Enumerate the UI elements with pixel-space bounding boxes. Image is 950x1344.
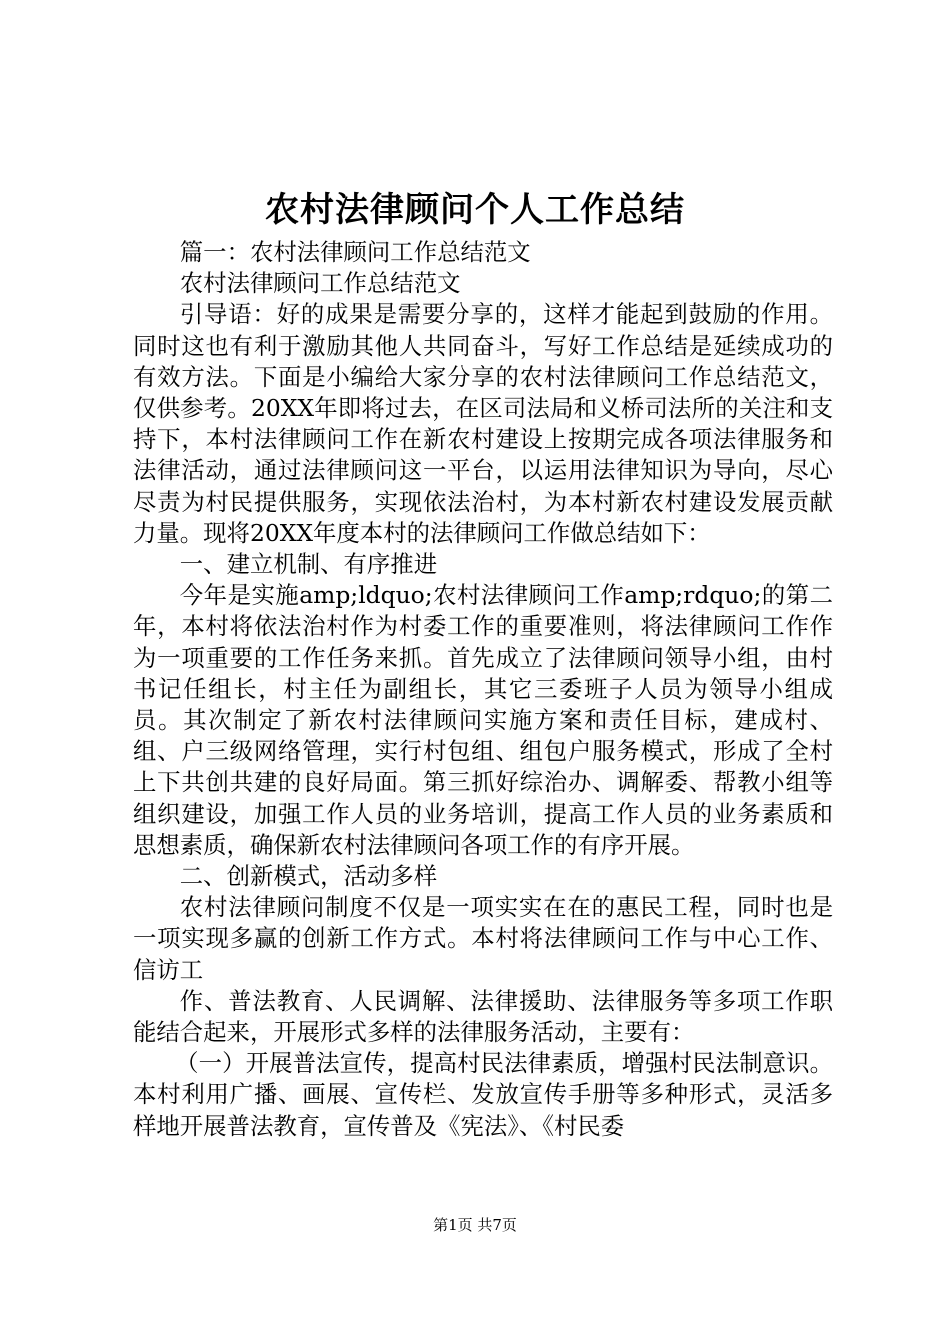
intro-paragraph: 引导语：好的成果是需要分享的，这样才能起到鼓励的作用。同时这也有利于激励其他人共同奋斗，写好工作总结是延续成功的有效方法。下面是小编给大家分享的农村法律顾问工作总结范文，仅供参考。20XX年即将过去，在区司法局和义桥司法所的关注和支持下，本村法律顾问工作在新农村建设上按期完成各项法律服务和法律活动，通过法律顾问这一平台，以运用法律知识为导向，尽心尽责为村民提供服务，实现依法治村，为本村新农村建设发展贡献力量。现将20XX年度本村的法律顾问工作做总结如下：	[133, 300, 833, 547]
paragraph-mechanism: 今年是实施amp;ldquo;农村法律顾问工作amp;rdquo;的第二年，本村将依法治村作为村委工作的重要准则，将法律顾问工作作为一项重要的工作任务来抓。首先成立了法律顾问领导小组，由村书记任组长，村主任为副组长，其它三委班子人员为领导小组成员。其次制定了新农村法律顾问实施方案和责任目标，建成村、组、户三级网络管理，实行村包组、组包户服务模式，形成了全村上下共创共建的良好局面。第三抓好综治办、调解委、帮教小组等组织建设，加强工作人员的业务培训，提高工作人员的业务素质和思想素质，确保新农村法律顾问各项工作的有序开展。	[133, 581, 833, 859]
paragraph-innovation-continued: 作、普法教育、人民调解、法律援助、法律服务等多项工作职能结合起来，开展形式多样的法律服务活动，主要有：	[133, 986, 833, 1047]
paragraph-innovation: 农村法律顾问制度不仅是一项实实在在的惠民工程，同时也是一项实现多赢的创新工作方式。本村将法律顾问工作与中心工作、信访工	[133, 893, 833, 984]
section-heading-two: 二、创新模式，活动多样	[179, 862, 438, 891]
document-body	[133, 237, 833, 1142]
page-number-footer: 第1页 共7页	[433, 1216, 517, 1234]
section-heading-one: 一、建立机制、有序推进	[179, 550, 438, 579]
paragraph-legal-publicity: （一）开展普法宣传，提高村民法律素质，增强村民法制意识。本村利用广播、画展、宣传栏、发放宣传手册等多种形式，灵活多样地开展普法教育，宣传普及《宪法》、《村民委	[133, 1049, 833, 1140]
subtitle: 农村法律顾问工作总结范文	[179, 269, 461, 298]
document-title: 农村法律顾问个人工作总结	[265, 190, 685, 230]
section-heading-part-one: 篇一：农村法律顾问工作总结范文	[179, 238, 531, 266]
